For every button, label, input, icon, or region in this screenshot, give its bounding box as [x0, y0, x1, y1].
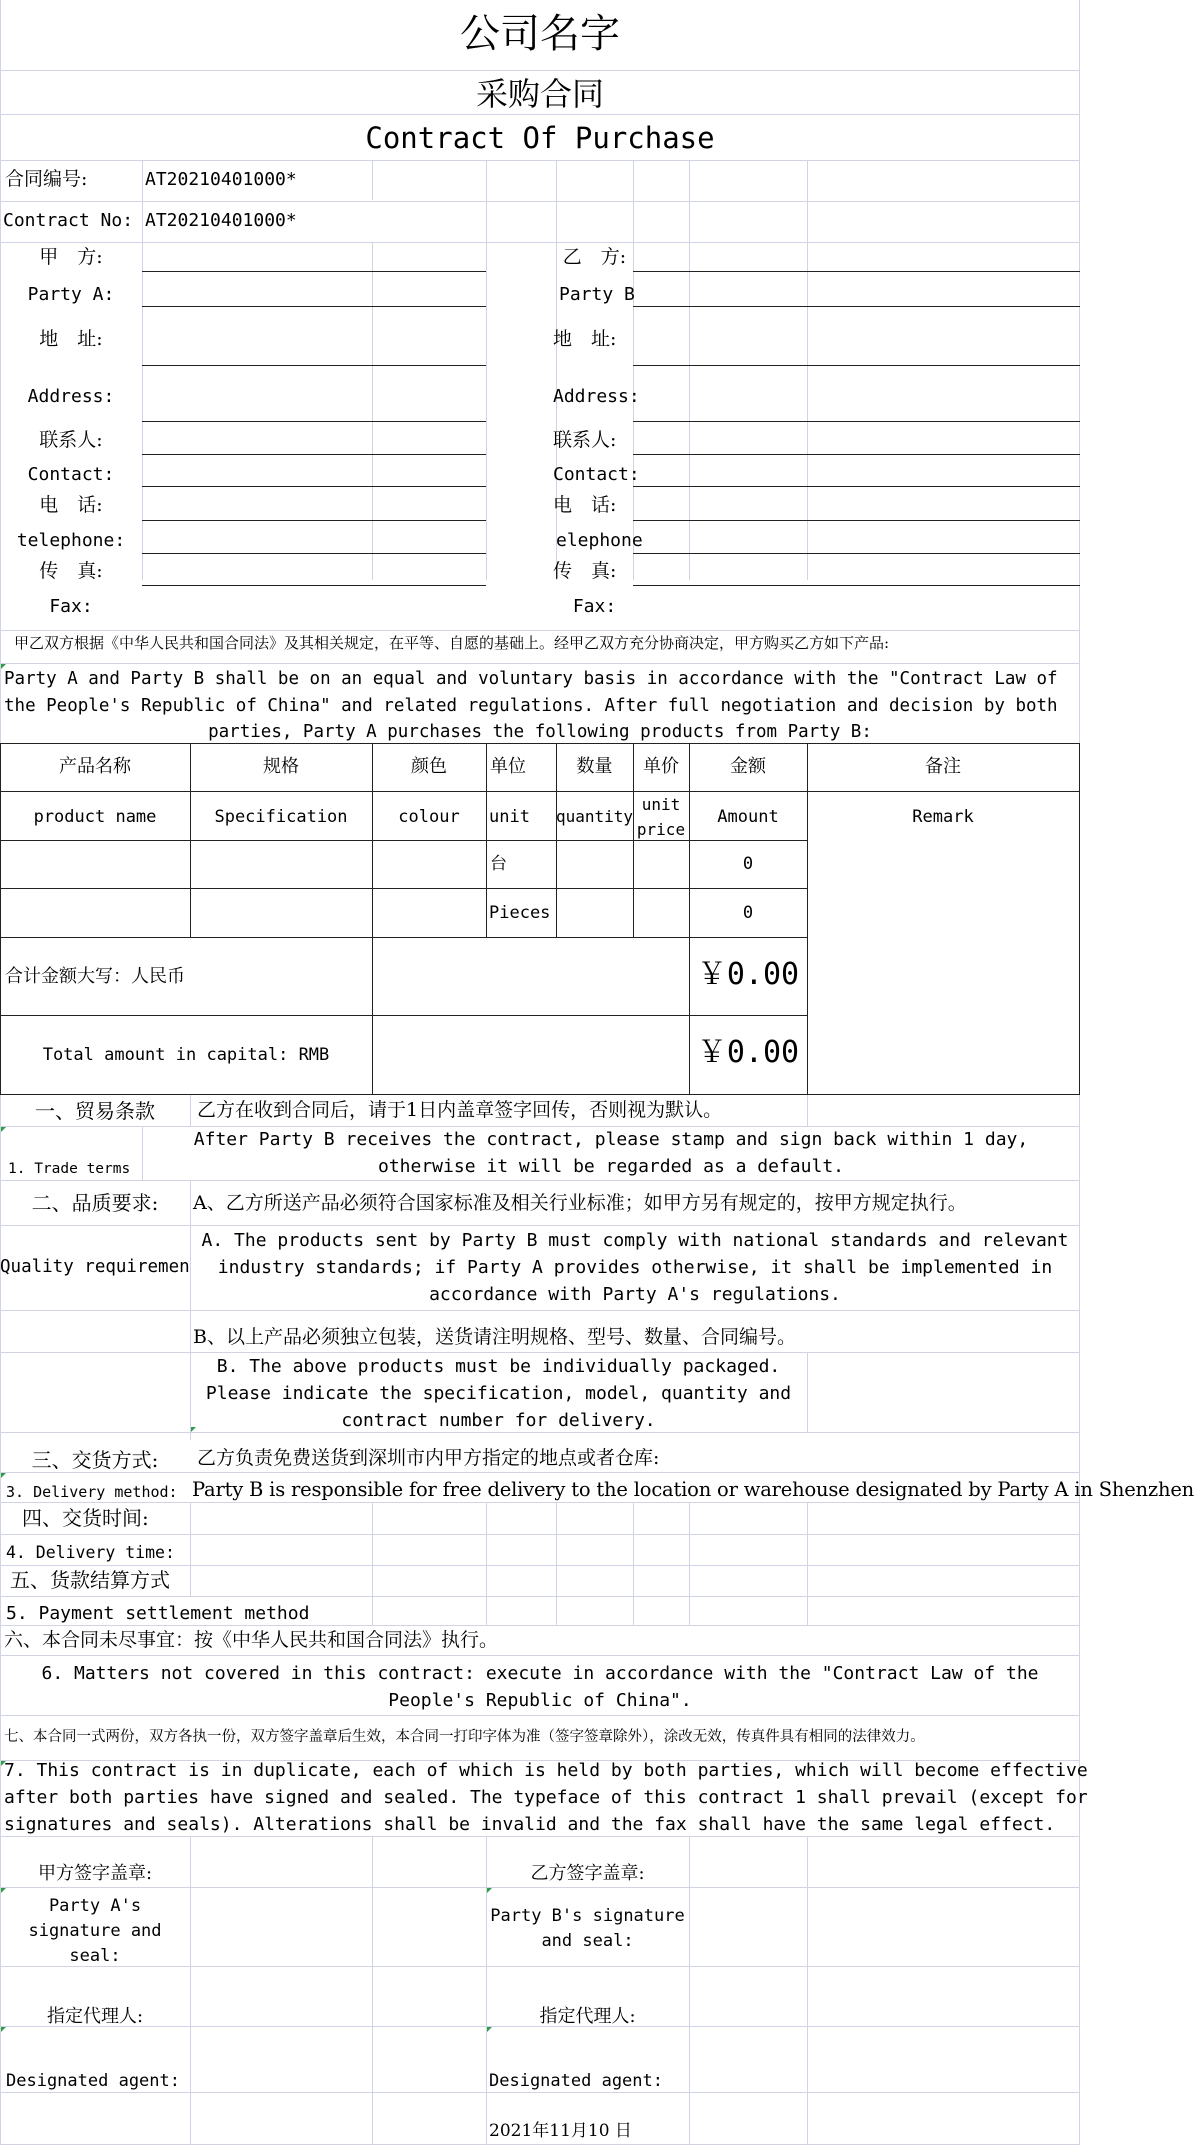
- grid-line: [807, 1094, 808, 1126]
- term2b-text-en-line1: B. The above products must be individually packaged.: [216, 1356, 781, 1377]
- grid-line: [190, 1836, 191, 2144]
- field-underline: [142, 553, 486, 554]
- term4-label-cn: 四、交货时间:: [22, 1506, 149, 1530]
- contract-no-label-en: Contract No:: [3, 210, 134, 231]
- grid-line: [807, 160, 808, 580]
- contact-label-cn-a: 联系人:: [39, 429, 103, 451]
- grid-line: [689, 1836, 690, 2144]
- title-en: Contract Of Purchase: [365, 121, 715, 155]
- field-underline: [142, 306, 486, 307]
- col-header-remark-en: Remark: [912, 807, 974, 827]
- grid-line: [190, 1094, 191, 1126]
- term7-text-cn: 七、本合同一式两份，双方各执一份，双方签字盖章后生效，本合同一打印字体为准（签字签章除外），涂改无效，传真件具有相同的法律效力。: [4, 1729, 925, 1745]
- grid-line: [190, 1502, 191, 1597]
- fax-label-cn-a: 传 真:: [39, 560, 103, 582]
- total-value-cn: ￥0.00: [696, 957, 800, 992]
- grid-line: [0, 1655, 1080, 1656]
- grid-line: [0, 1887, 1080, 1888]
- grid-line: [0, 1310, 1080, 1311]
- grid-line: [0, 1596, 1080, 1597]
- grid-line: [807, 1596, 808, 1625]
- term6-text-en-line2: People's Republic of China".: [388, 1690, 692, 1711]
- col-header-unit-en: unit: [489, 807, 530, 827]
- grid-line: [0, 1534, 1080, 1535]
- grid-line: [0, 1502, 1080, 1503]
- term2-label-cn: 二、品质要求:: [31, 1191, 159, 1215]
- agent-a-label-cn: 指定代理人:: [46, 2006, 144, 2027]
- fax-label-en-a: Fax:: [49, 596, 93, 617]
- party-a-label-cn: 甲 方:: [39, 246, 103, 268]
- field-underline: [142, 454, 486, 455]
- grid-line: [0, 1715, 1080, 1716]
- term1-label-en: 1. Trade terms: [8, 1161, 131, 1177]
- contact-label-en-b: Contact:: [553, 464, 640, 485]
- term2a-text-en-line3: accordance with Party A's regulations.: [429, 1284, 841, 1305]
- party-a-label-en: Party A:: [27, 284, 115, 305]
- col-header-colour-en: colour: [398, 807, 460, 827]
- total-value-en: ￥0.00: [696, 1035, 800, 1070]
- grid-line: [372, 1502, 373, 1597]
- grid-line: [0, 1352, 1080, 1353]
- term4-label-en: 4. Delivery time:: [6, 1543, 175, 1562]
- table-border: [0, 937, 807, 938]
- field-underline: [142, 486, 486, 487]
- sign-b-label-en-line1: Party B's signature: [490, 1906, 685, 1926]
- col-header-amount-en: Amount: [717, 807, 779, 827]
- term7-text-en-line1: 7. This contract is in duplicate, each of which is held by both parties, which will become effective: [4, 1760, 1088, 1781]
- term3-label-en: 3. Delivery method:: [6, 1483, 178, 1501]
- party-b-label-en: Party B: [559, 284, 635, 305]
- term1-label-cn: 一、贸易条款: [35, 1099, 155, 1123]
- col-header-product-name-cn: 产品名称: [59, 756, 131, 777]
- term2b-text-en-line3: contract number for delivery.: [341, 1410, 656, 1431]
- grid-line: [0, 1126, 1080, 1127]
- term7-text-en-line2: after both parties have signed and sealed. The typeface of this contract 1 shall prevail (except for: [4, 1787, 1088, 1808]
- term5-label-en: 5. Payment settlement method: [6, 1603, 310, 1624]
- table-border: [807, 743, 808, 1094]
- sign-b-label-en-line2: and seal:: [541, 1931, 634, 1951]
- col-header-product-name-en: product name: [33, 807, 157, 827]
- col-header-remark-cn: 备注: [925, 756, 961, 777]
- table-border: [0, 1015, 807, 1016]
- table-border: [0, 840, 807, 841]
- field-underline: [633, 520, 1080, 521]
- grid-line: [486, 1502, 487, 1597]
- grid-line: [372, 1596, 373, 1625]
- intro-en-line2: the People's Republic of China" and related regulations. After full negotiation and decision by both: [4, 696, 1058, 716]
- field-underline: [142, 365, 486, 366]
- col-header-unit-cn: 单位: [490, 756, 526, 777]
- tel-label-cn-b: 电 话:: [553, 494, 617, 516]
- term2-label-en: Quality requiremen: [0, 1257, 190, 1277]
- agent-b-label-en: Designated agent:: [489, 2071, 663, 2091]
- tel-label-en-b: elephone: [556, 530, 643, 551]
- contract-no-label-cn: 合同编号:: [5, 168, 88, 190]
- grid-line: [486, 160, 487, 580]
- grid-line: [689, 160, 690, 580]
- grid-line: [372, 1836, 373, 2144]
- agent-b-label-cn: 指定代理人:: [539, 2006, 636, 2027]
- agent-a-label-en: Designated agent:: [6, 2071, 180, 2091]
- table-border: [372, 743, 373, 1094]
- term2a-text-cn: A、乙方所送产品必须符合国家标准及相关行业标准；如甲方另有规定的，按甲方规定执行。: [193, 1192, 967, 1214]
- grid-line: [0, 70, 1080, 71]
- row2-amount: 0: [742, 903, 754, 923]
- term1-text-en-line1: After Party B receives the contract, please stamp and sign back within 1 day,: [193, 1129, 1029, 1150]
- intro-en-line3: parties, Party A purchases the following products from Party B:: [208, 722, 872, 742]
- field-underline: [633, 365, 1080, 366]
- field-underline: [633, 454, 1080, 455]
- col-header-spec-en: Specification: [214, 807, 348, 827]
- sign-a-label-en-line2: signature and: [28, 1921, 162, 1941]
- col-header-amount-cn: 金额: [730, 756, 766, 777]
- grid-line: [807, 1352, 808, 1432]
- sign-a-label-en-line1: Party A's: [48, 1896, 142, 1916]
- field-underline: [633, 585, 1080, 586]
- grid-line: [0, 1625, 1080, 1626]
- grid-line: [0, 2092, 1080, 2093]
- grid-line: [556, 1502, 557, 1597]
- term3-text-en: Party B is responsible for free delivery to the location or warehouse designated by Party A in Shenzhen: [192, 1478, 1194, 1501]
- address-label-cn-b: 地 址:: [553, 328, 617, 350]
- cell-marker: [487, 2027, 492, 2032]
- address-label-cn-a: 地 址:: [39, 328, 103, 350]
- fax-label-cn-b: 传 真:: [553, 560, 617, 582]
- contract-no-value-cn[interactable]: AT20210401000*: [145, 169, 297, 190]
- row2-unit: Pieces: [489, 903, 551, 923]
- sign-b-label-cn: 乙方签字盖章:: [530, 1863, 645, 1884]
- cell-marker: [1, 1888, 6, 1893]
- col-header-quantity-en: quantity: [555, 807, 634, 826]
- term2a-text-en-line2: industry standards; if Party A provides otherwise, it shall be implemented in: [217, 1257, 1053, 1278]
- title-cn: 采购合同: [475, 75, 604, 113]
- field-underline: [142, 271, 486, 272]
- col-header-unit-price-en: unit: [641, 795, 681, 814]
- grid-line: [0, 1836, 1080, 1837]
- address-label-en-a: Address:: [27, 386, 115, 407]
- cell-marker: [487, 1888, 492, 1893]
- table-border: [486, 743, 487, 937]
- table-border: [1079, 743, 1080, 1094]
- grid-line: [372, 242, 373, 580]
- col-header-colour-cn: 颜色: [411, 756, 447, 777]
- grid-line: [807, 1502, 808, 1597]
- sign-a-label-cn: 甲方签字盖章:: [37, 1863, 153, 1884]
- term3-label-cn: 三、交货方式:: [31, 1448, 159, 1472]
- grid-line: [633, 160, 634, 580]
- col-header-quantity-cn: 数量: [576, 756, 613, 777]
- grid-line: [0, 114, 1080, 115]
- tel-label-cn-a: 电 话:: [39, 494, 103, 516]
- address-label-en-b: Address:: [553, 386, 640, 407]
- row1-unit: 台: [490, 854, 507, 874]
- grid-line: [0, 1180, 1080, 1181]
- grid-line: [689, 1502, 690, 1597]
- cell-marker: [1, 1473, 6, 1478]
- grid-line: [142, 160, 143, 580]
- grid-line: [556, 1596, 557, 1625]
- sign-date[interactable]: 2021年11月10 日: [489, 2121, 632, 2141]
- col-header-spec-cn: 规格: [263, 756, 299, 777]
- company-name: 公司名字: [460, 11, 620, 57]
- grid-line: [0, 630, 1080, 631]
- fax-label-en-b: Fax:: [572, 596, 617, 617]
- grid-line: [0, 242, 1080, 243]
- grid-line: [0, 201, 1080, 202]
- table-border: [0, 743, 1080, 744]
- field-underline: [633, 553, 1080, 554]
- cell-marker: [1, 2027, 6, 2032]
- term3-text-cn: 乙方负责免费送货到深圳市内甲方指定的地点或者仓库:: [197, 1447, 660, 1469]
- table-border: [0, 743, 1, 1094]
- term1-text-en-line2: otherwise it will be regarded as a default.: [378, 1156, 844, 1177]
- term7-text-en-line3: signatures and seals). Alterations shall be invalid and the fax shall have the same legal effect.: [4, 1814, 1056, 1835]
- grid-line: [0, 1472, 1080, 1473]
- col-header-unit-price-cn: 单价: [643, 756, 679, 777]
- grid-line: [807, 1836, 808, 2144]
- grid-line: [0, 1225, 1080, 1226]
- field-underline: [633, 486, 1080, 487]
- grid-line: [689, 1596, 690, 1625]
- grid-line: [486, 1596, 487, 1625]
- term2b-text-en-line2: Please indicate the specification, model, quantity and: [205, 1383, 792, 1404]
- grid-line: [633, 1502, 634, 1597]
- field-underline: [142, 585, 486, 586]
- row1-amount: 0: [742, 854, 754, 874]
- grid-line: [0, 160, 1080, 161]
- party-b-label-cn: 乙 方:: [562, 246, 627, 268]
- grid-line: [0, 1432, 1080, 1433]
- field-underline: [142, 421, 486, 422]
- total-label-en: Total amount in capital: RMB: [42, 1045, 330, 1065]
- term5-label-cn: 五、货款结算方式: [10, 1568, 170, 1592]
- table-border: [0, 888, 807, 889]
- field-underline: [633, 421, 1080, 422]
- term2b-text-cn: B、以上产品必须独立包装，送货请注明规格、型号、数量、合同编号。: [193, 1326, 796, 1348]
- sign-a-label-en-line3: seal:: [69, 1946, 121, 1966]
- field-underline: [633, 306, 1080, 307]
- term2a-text-en-line1: A. The products sent by Party B must comply with national standards and relevant: [201, 1230, 1069, 1251]
- term6-text-en-line1: 6. Matters not covered in this contract: execute in accordance with the "Contract Law of the: [41, 1663, 1039, 1684]
- cell-marker: [1, 1127, 6, 1132]
- field-underline: [633, 271, 1080, 272]
- total-label-cn: 合计金额大写：人民币: [5, 966, 185, 987]
- grid-line: [372, 160, 373, 200]
- intro-en-line1: Party A and Party B shall be on an equal and voluntary basis in accordance with the "Contract Law of: [4, 669, 1058, 689]
- col-header-unit-price-en-2: price: [636, 820, 686, 839]
- tel-label-en-a: telephone:: [16, 530, 126, 551]
- grid-line: [0, 1565, 1080, 1566]
- table-border: [0, 791, 1080, 792]
- grid-line: [556, 160, 557, 580]
- term1-text-cn: 乙方在收到合同后，请于1日内盖章签字回传，否则视为默认。: [197, 1099, 723, 1121]
- contact-label-en-a: Contact:: [27, 464, 115, 485]
- table-border: [0, 1094, 1080, 1095]
- grid-line: [0, 663, 1080, 664]
- intro-cn: 甲乙双方根据《中华人民共和国合同法》及其相关规定，在平等、自愿的基础上。经甲乙双方充分协商决定，甲方购买乙方如下产品:: [14, 634, 890, 652]
- contact-label-cn-b: 联系人:: [553, 429, 617, 451]
- contract-no-value-en[interactable]: AT20210401000*: [145, 210, 297, 231]
- grid-line: [633, 1596, 634, 1625]
- term6-text-cn: 六、本合同未尽事宜：按《中华人民共和国合同法》执行。: [4, 1629, 499, 1651]
- field-underline: [142, 520, 486, 521]
